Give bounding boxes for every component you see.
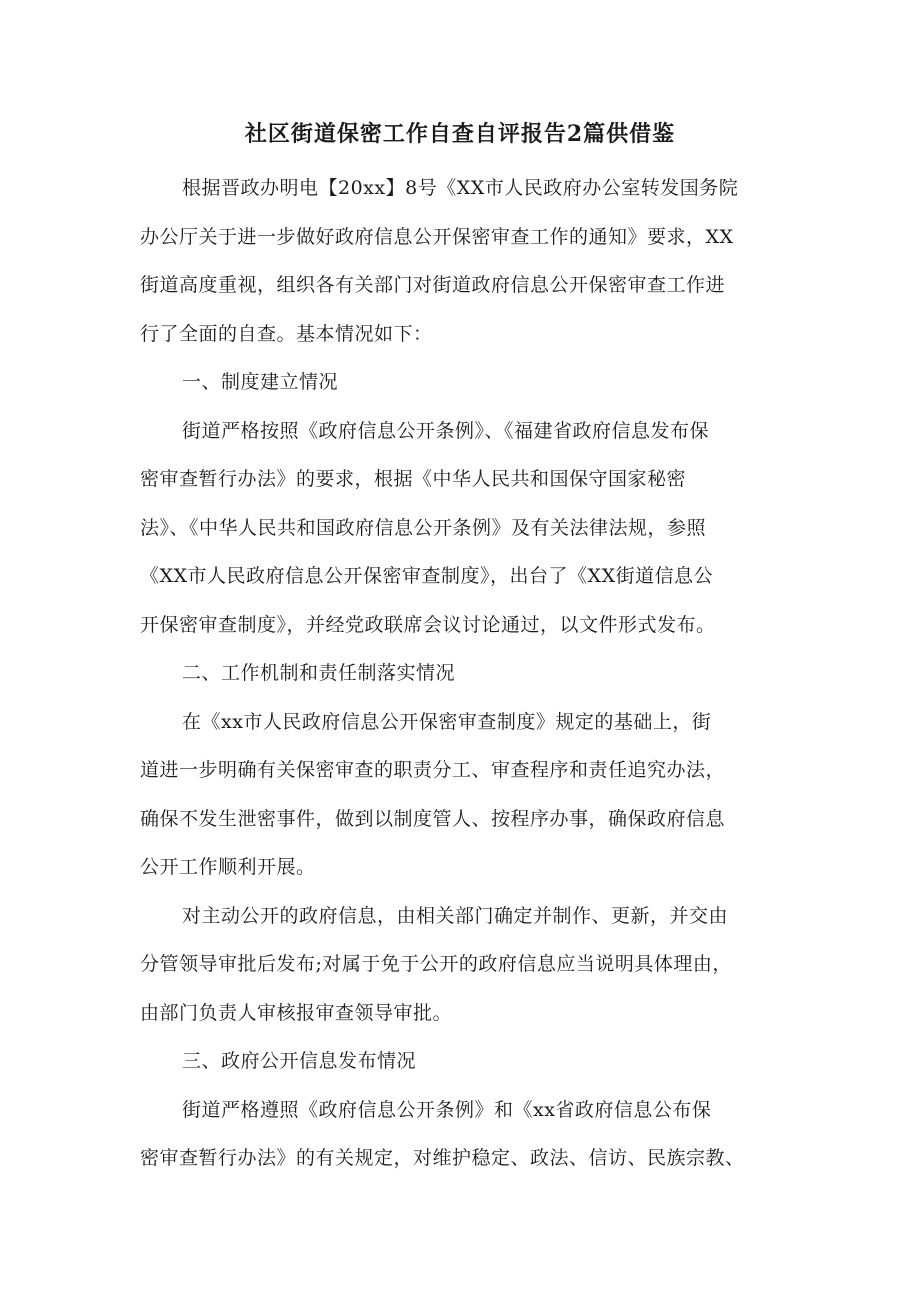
text-line: 办公厅关于进一步做好政府信息公开保密审查工作的通知》要求，XX [140, 225, 734, 248]
document-title: 社区街道保密工作自查自评报告2篇供借鉴 [244, 121, 676, 147]
text-line: 道进一步明确有关保密审查的职责分工、审查程序和责任追究办法， [140, 759, 726, 781]
text-line: 三、政府公开信息发布情况 [182, 1050, 417, 1072]
text-line: 在《xx市人民政府信息公开保密审查制度》规定的基础上，街 [182, 710, 712, 733]
text-line: 行了全面的自查。基本情况如下： [140, 322, 433, 345]
text-line: 密审查暂行办法》的要求，根据《中华人民共和国保守国家秘密 [140, 468, 687, 490]
text-line: 法》、《中华人民共和国政府信息公开条例》及有关法律法规，参照 [140, 516, 707, 539]
text-line: 分管领导审批后发布;对属于免于公开的政府信息应当说明具体理由， [140, 953, 732, 975]
text-line: 根据晋政办明电【20xx】8号《XX市人民政府办公室转发国务院 [182, 177, 739, 199]
text-line: 对主动公开的政府信息，由相关部门确定并制作、更新，并交由 [182, 904, 729, 927]
text-line: 密审查暂行办法》的有关规定，对维护稳定、政法、信访、民族宗教、 [140, 1147, 745, 1169]
text-line: 确保不发生泄密事件，做到以制度管人、按程序办事，确保政府信息 [140, 807, 726, 830]
text-line: 开保密审查制度》，并经党政联席会议讨论通过，以文件形式发布。 [140, 613, 716, 636]
text-line: 公开工作顺利开展。 [140, 856, 316, 878]
text-line: 由部门负责人审核报审查领导审批。 [140, 1001, 453, 1024]
text-line: 一、制度建立情况 [182, 371, 339, 393]
text-line: 《XX市人民政府信息公开保密审查制度》，出台了《XX街道信息公 [140, 565, 714, 587]
text-line: 街道严格遵照《政府信息公开条例》和《xx省政府信息公布保 [182, 1098, 712, 1121]
text-line: 街道严格按照《政府信息公开条例》、《福建省政府信息发布保 [182, 419, 710, 442]
document-body [140, 164, 790, 1183]
text-line: 街道高度重视，组织各有关部门对街道政府信息公开保密审查工作进 [140, 274, 726, 296]
text-line: 二、工作机制和责任制落实情况 [182, 662, 456, 684]
